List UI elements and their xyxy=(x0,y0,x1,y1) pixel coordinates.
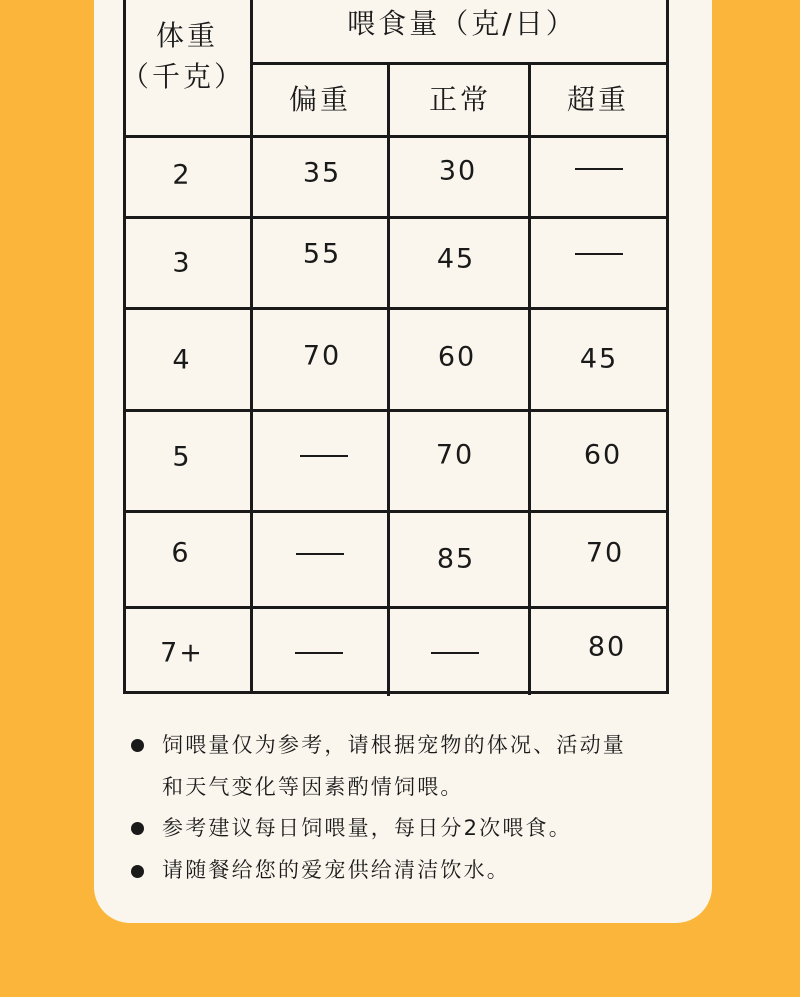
column-header-underweight: 偏重 xyxy=(288,83,352,116)
row-value-normal: 60 xyxy=(437,341,477,373)
column-header-normal: 正常 xyxy=(428,83,492,116)
row-weight: 3 xyxy=(172,247,192,279)
row-weight: 6 xyxy=(171,537,191,569)
note-text: 和天气变化等因素酌情饲喂。 xyxy=(162,775,464,799)
note-bullet xyxy=(131,822,144,835)
table-border-right xyxy=(666,0,669,694)
note-text: 参考建议每日饲喂量，每日分2次喂食。 xyxy=(162,816,572,840)
weight-header-line1: 体重 xyxy=(155,19,219,52)
weight-header-line2: （千克） xyxy=(120,60,246,93)
row-value-normal-dash xyxy=(431,652,479,654)
table-header-divider xyxy=(250,62,669,65)
table-row-divider xyxy=(123,409,666,412)
row-value-overweight: 70 xyxy=(585,537,625,569)
row-weight: 7+ xyxy=(160,637,204,669)
note-bullet xyxy=(131,865,144,878)
table-divider-col2 xyxy=(528,63,531,695)
note-text: 请随餐给您的爱宠供给清洁饮水。 xyxy=(162,858,510,882)
table-row-divider xyxy=(123,606,666,609)
note-bullet xyxy=(131,739,144,752)
row-value-overweight: 45 xyxy=(579,343,619,375)
row-value-underweight: 55 xyxy=(302,238,342,270)
row-value-underweight: 35 xyxy=(302,157,342,189)
table-border-bottom xyxy=(123,691,669,694)
note-text: 饲喂量仅为参考，请根据宠物的体况、活动量 xyxy=(162,733,626,757)
row-value-overweight: 80 xyxy=(587,631,627,663)
table-border-left xyxy=(123,0,126,694)
column-header-overweight: 超重 xyxy=(566,83,630,116)
row-value-overweight: 60 xyxy=(583,439,623,471)
table-row-divider xyxy=(123,216,669,219)
row-value-overweight-dash xyxy=(575,253,623,255)
table-divider-weight xyxy=(250,0,253,694)
feed-amount-header: 喂食量（克/日） xyxy=(347,7,577,40)
row-weight: 5 xyxy=(172,441,192,473)
row-value-normal: 30 xyxy=(438,155,478,187)
row-value-normal: 45 xyxy=(436,243,476,275)
row-value-underweight-dash xyxy=(296,553,344,555)
row-value-overweight-dash xyxy=(575,168,623,170)
row-value-underweight: 70 xyxy=(302,340,342,372)
row-value-underweight-dash xyxy=(295,652,343,654)
row-value-normal: 85 xyxy=(436,543,476,575)
table-row-divider xyxy=(123,307,669,310)
row-value-underweight-dash xyxy=(300,455,348,457)
table-row-divider xyxy=(123,135,669,138)
row-weight: 2 xyxy=(172,159,192,191)
table-row-divider xyxy=(123,510,669,513)
table-divider-col1 xyxy=(387,63,390,696)
row-weight: 4 xyxy=(172,344,192,376)
row-value-normal: 70 xyxy=(435,439,475,471)
